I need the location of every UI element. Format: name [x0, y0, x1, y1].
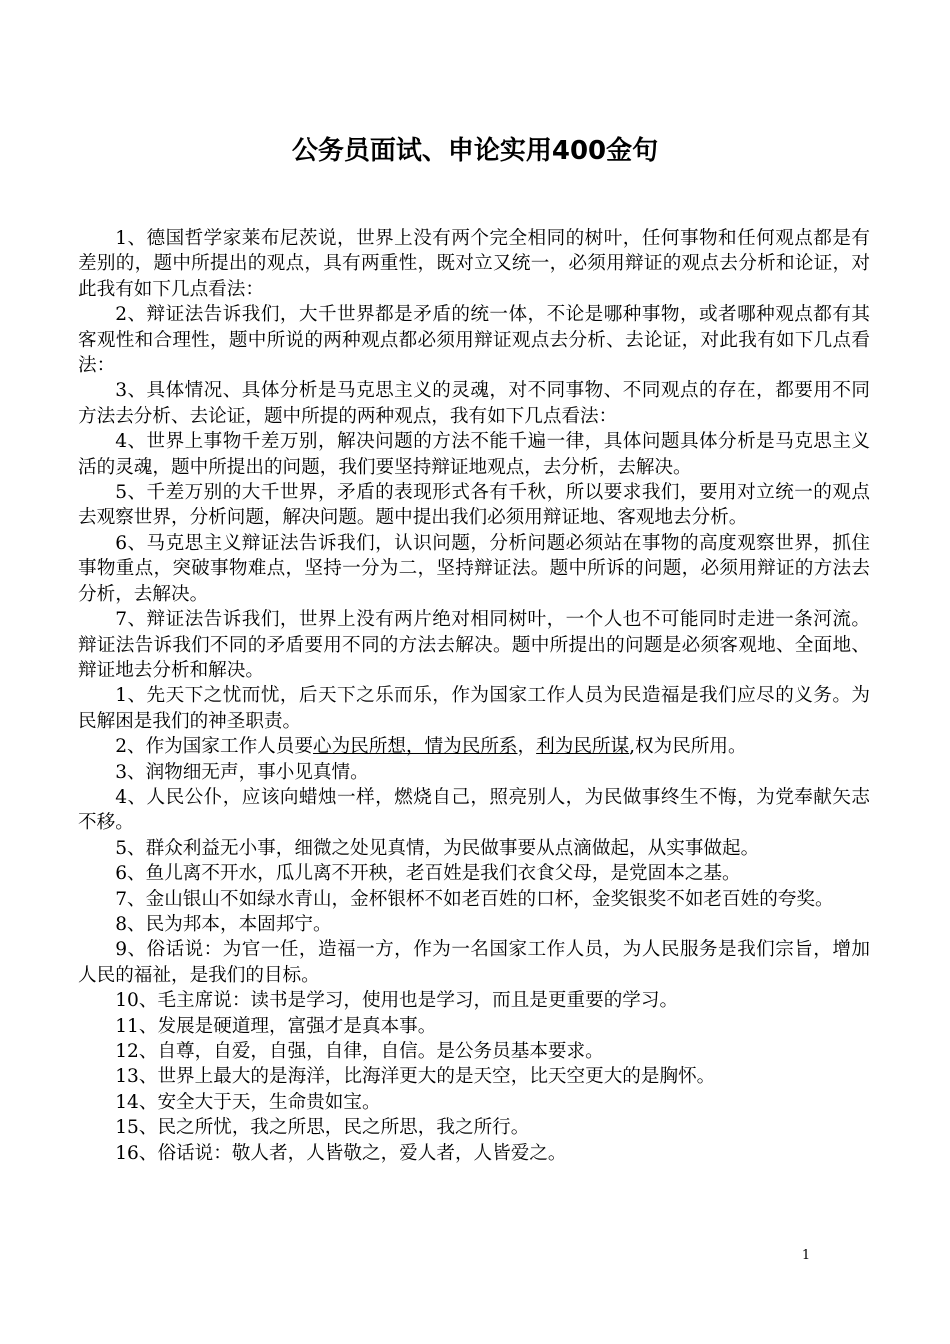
- page-number: 1: [801, 1248, 811, 1263]
- document-body: [78, 226, 870, 1166]
- paragraph: 5、群众利益无小事，细微之处见真情，为民做事要从点滴做起，从实事做起。: [115, 837, 760, 859]
- paragraph: 12、自尊，自爱，自强，自律，自信。是公务员基本要求。: [115, 1041, 604, 1062]
- paragraph-underlined: [78, 734, 870, 759]
- underlined-phrase: 心为民所想，情为民所系: [312, 736, 518, 758]
- paragraph: 1、先天下之忧而忧，后天下之乐而乐，作为国家工作人员为民造福是我们应尽的义务。为民解困是我们的神圣职责。: [78, 685, 870, 732]
- paragraph: 4、世界上事物千差万别，解决问题的方法不能千遍一律，具体问题具体分析是马克思主义活的灵魂，题中所提出的问题，我们要坚持辩证地观点，去分析，去解决。: [78, 431, 870, 478]
- paragraph: 11、发展是硬道理，富强才是真本事。: [115, 1015, 437, 1037]
- paragraph: 1、德国哲学家莱布尼茨说，世界上没有两个完全相同的树叶，任何事物和任何观点都是有差别的，题中所提出的观点，具有两重性，既对立又统一，必须用辩证的观点去分析和论证，对此我有如下几点看法：: [78, 228, 870, 300]
- paragraph: 7、金山银山不如绿水青山，金杯银杯不如老百姓的口杯，金奖银奖不如老百姓的夸奖。: [115, 888, 834, 910]
- paragraph: 6、马克思主义辩证法告诉我们，认识问题，分析问题必须站在事物的高度观察世界，抓住事物重点，突破事物难点，坚持一分为二，坚持辩证法。题中所诉的问题，必须用辩证的方法去分析，去解决。: [78, 532, 870, 605]
- paragraph: 5、千差万别的大千世界，矛盾的表现形式各有千秋，所以要求我们，要用对立统一的观点去观察世界，分析问题，解决问题。题中提出我们必须用辩证地、客观地去分析。: [78, 482, 870, 529]
- paragraph: 16、俗话说：敬人者，人皆敬之，爱人者，人皆爱之。: [115, 1142, 567, 1164]
- paragraph: 6、鱼儿离不开水，瓜儿离不开秧，老百姓是我们衣食父母，是党固本之基。: [115, 863, 741, 885]
- paragraph: 10、毛主席说：读书是学习，使用也是学习，而且是更重要的学习。: [115, 990, 679, 1012]
- paragraph: 7、辩证法告诉我们，世界上没有两片绝对相同树叶，一个人也不可能同时走进一条河流。辩证法告诉我们不同的矛盾要用不同的方法去解决。题中所提出的问题是必须客观地、全面地、辩证地去分析和解决。: [78, 609, 870, 681]
- paragraph: 14、安全大于天，生命贵如宝。: [115, 1091, 381, 1113]
- text-span: 2、作为国家工作人员要: [115, 736, 313, 758]
- underlined-phrase: 利为民所谋: [536, 736, 630, 758]
- paragraph: 4、人民公仆，应该向蜡烛一样，燃烧自己，照亮别人，为民做事终生不悔，为党奉献矢志不移。: [78, 786, 870, 834]
- paragraph: 15、民之所忧，我之所思，民之所思，我之所行。: [115, 1117, 530, 1139]
- document-title: 公务员面试、申论实用400金句: [291, 136, 659, 166]
- text-span: ，: [517, 736, 537, 758]
- paragraph: 2、辩证法告诉我们，大千世界都是矛盾的统一体，不论是哪种事物，或者哪种观点都有其客观性和合理性，题中所说的两种观点都必须用辩证观点去分析、去论证，对此我有如下几点看法：: [78, 304, 870, 377]
- paragraph: 13、世界上最大的是海洋，比海洋更大的是天空，比天空更大的是胸怀。: [115, 1066, 716, 1088]
- text-span: ,权为民所用。: [629, 736, 747, 758]
- paragraph: 3、具体情况、具体分析是马克思主义的灵魂，对不同事物、不同观点的存在，都要用不同方法去分析、去论证，题中所提的两种观点，我有如下几点看法：: [78, 380, 870, 427]
- paragraph: 9、俗话说：为官一任，造福一方，作为一名国家工作人员，为人民服务是我们宗旨，增加人民的福祉，是我们的目标。: [78, 939, 870, 986]
- paragraph: 8、民为邦本，本固邦宁。: [115, 913, 332, 935]
- paragraph: 3、润物细无声，事小见真情。: [115, 761, 369, 783]
